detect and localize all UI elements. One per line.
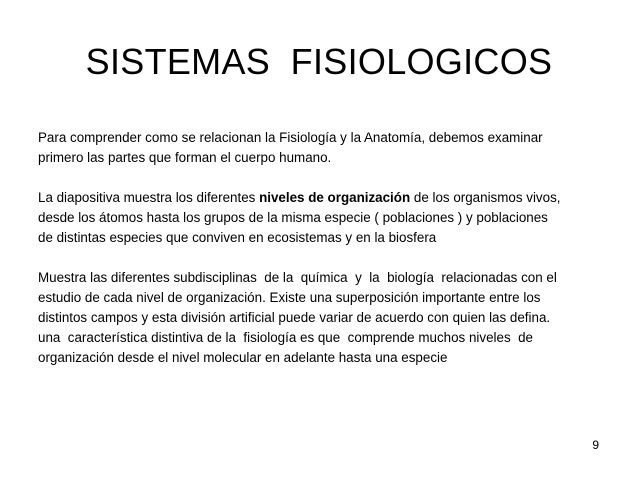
paragraph-line: de distintas especies que conviven en ecosistemas y en la biosfera xyxy=(38,230,437,245)
paragraph-subdisciplines xyxy=(38,268,608,368)
paragraph-line: distintos campos y esta división artificial puede variar de acuerdo con quien las defina. xyxy=(38,310,551,325)
paragraph-levels xyxy=(38,188,608,248)
paragraph-line: organización desde el nivel molecular en adelante hasta una especie xyxy=(38,350,448,365)
paragraph-line xyxy=(38,188,608,208)
paragraph-line: una característica distintiva de la fisiología es que comprende muchos niveles de xyxy=(38,330,533,345)
page-number: 9 xyxy=(592,438,599,452)
paragraph-line: Muestra las diferentes subdisciplinas de la química y la biología relacionadas con el xyxy=(38,270,557,285)
paragraph-line: primero las partes que forman el cuerpo humano. xyxy=(38,150,332,165)
paragraph-line: estudio de cada nivel de organización. Existe una superposición importante entre los xyxy=(38,290,541,305)
bold-term: niveles de organización xyxy=(259,190,411,205)
slide-body xyxy=(38,128,608,388)
line-text: La diapositiva muestra los diferentes xyxy=(38,190,260,205)
paragraph-intro xyxy=(38,128,608,168)
slide-title: SISTEMAS FISIOLOGICOS xyxy=(85,41,553,82)
line-text: de los organismos vivos, xyxy=(410,190,561,205)
paragraph-line: Para comprender como se relacionan la Fisiología y la Anatomía, debemos examinar xyxy=(38,130,543,145)
paragraph-line: desde los átomos hasta los grupos de la misma especie ( poblaciones ) y poblaciones xyxy=(38,210,548,225)
